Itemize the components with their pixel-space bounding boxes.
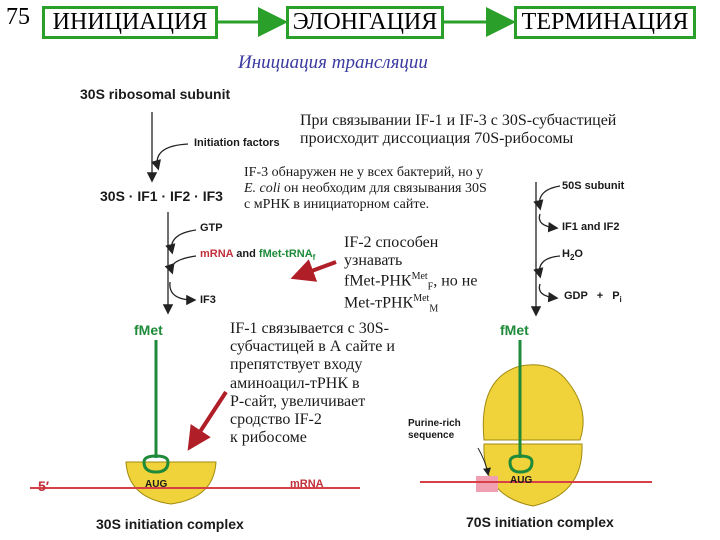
if2-note-arrow xyxy=(298,262,336,276)
stage-elongation: ЭЛОНГАЦИЯ xyxy=(286,6,444,39)
50s-subunit-label: 50S subunit xyxy=(562,180,625,192)
note-if2-line3 xyxy=(344,271,514,293)
note-if1-line: субчастицей в А сайте и xyxy=(230,338,395,356)
h2o-end: O xyxy=(574,248,583,260)
and-label: and xyxy=(236,248,256,260)
purine-rich-box xyxy=(476,476,498,492)
aug-label-left: AUG xyxy=(145,479,168,490)
gtp-label: GTP xyxy=(200,222,223,234)
note-if2-fmet-rna: fMet-РНК xyxy=(344,272,412,290)
h2o-label xyxy=(562,248,583,262)
note-if2-sup2: Met xyxy=(413,292,430,304)
note-if1-line: IF-1 связывается с 30S- xyxy=(230,320,389,337)
if-entry-curve xyxy=(157,144,188,168)
gdp-pi-label xyxy=(564,290,622,304)
note-if3-line2 xyxy=(244,181,524,197)
note-if1 xyxy=(230,320,426,448)
mrna-right-label: mRNA xyxy=(290,478,324,490)
stage-initiation: ИНИЦИАЦИЯ xyxy=(42,6,218,39)
stage-termination: ТЕРМИНАЦИЯ xyxy=(514,6,696,39)
30s-initiation-caption: 30S initiation complex xyxy=(96,516,244,532)
slide-subtitle: Инициация трансляции xyxy=(238,52,428,73)
if3-release-label: IF3 xyxy=(200,294,216,306)
70s-30s-subunit-shape xyxy=(484,444,582,506)
note-if1-line: сродство IF-2 xyxy=(230,411,322,429)
mrna-label: mRNA xyxy=(200,248,234,260)
mrna-curve xyxy=(172,256,197,272)
purine-line-2: sequence xyxy=(408,430,455,441)
plus-text: + xyxy=(596,290,604,302)
note-if1-line: препятствует входу xyxy=(230,356,363,374)
note-if2-sub1: F xyxy=(427,281,434,293)
note-if2-line4 xyxy=(344,293,514,315)
h2o-entry-curve xyxy=(539,256,560,276)
note-if1-line: аминоацил-тРНК в xyxy=(230,374,360,392)
note-if1-line: Р-сайт, увеличивает xyxy=(230,392,366,410)
fmet-label-right: fMet xyxy=(500,322,529,338)
note-if2-sup1: Met xyxy=(411,270,428,282)
note-if2-met-trna: Met-тРНК xyxy=(344,294,414,312)
h2o-sub: 2 xyxy=(569,253,575,263)
note-if1-line: к рибосоме xyxy=(230,429,307,447)
note-if3-line1: IF-3 обнаружен не у всех бактерий, но у xyxy=(244,165,484,180)
note-if2 xyxy=(344,234,514,315)
note-if2-line2: узнавать xyxy=(344,252,403,270)
30s-subunit-label: 30S ribosomal subunit xyxy=(80,86,231,102)
gdp-release-curve xyxy=(539,284,556,298)
aug-label-right: AUG xyxy=(510,475,533,486)
fmet-trna-label: fMet-tRNA xyxy=(258,248,313,260)
fmet-trna-subscript: f xyxy=(312,253,316,263)
mrna-fmet-row xyxy=(200,248,315,262)
note-dissociation: При связывании IF-1 и IF-3 с 30S-субчастицей происходит диссоциация 70S-рибосомы xyxy=(300,112,617,148)
h2o-base: H xyxy=(562,248,570,260)
fmet-label-left: fMet xyxy=(134,322,163,338)
note-if2-sub2: M xyxy=(429,303,439,315)
note-if3-line2-text: он необходим для связывания 30S xyxy=(280,181,487,197)
note-if3-line3: с мРНК в инициаторном сайте. xyxy=(244,197,430,213)
if1-if2-label: IF1 and IF2 xyxy=(562,221,620,233)
pi-base: P xyxy=(612,290,620,302)
note-if2-but-not: , но не xyxy=(433,272,478,290)
if1-note-arrow xyxy=(192,392,226,444)
if3-release-curve xyxy=(170,282,194,300)
gdp-text: GDP xyxy=(564,290,588,302)
five-prime-label: 5′ xyxy=(38,478,50,494)
50s-subunit-shape xyxy=(483,365,583,440)
gtp-curve xyxy=(172,230,197,252)
50s-entry-curve xyxy=(539,186,560,208)
30s-if-complex-label: 30S · IF1 · IF2 · IF3 xyxy=(100,188,223,204)
purine-line-1: Purine-rich xyxy=(408,418,461,429)
70s-initiation-caption: 70S initiation complex xyxy=(466,514,614,530)
initiation-factors-label: Initiation factors xyxy=(194,137,280,149)
30s-subunit-shape xyxy=(126,462,216,504)
pi-sub: i xyxy=(619,295,622,305)
note-if2-line1: IF-2 способен xyxy=(344,234,439,251)
note-if3 xyxy=(244,165,524,213)
slide-number: 75 xyxy=(6,4,30,30)
if-release-curve xyxy=(539,214,556,228)
note-if3-ecoli: E. coli xyxy=(244,181,281,197)
